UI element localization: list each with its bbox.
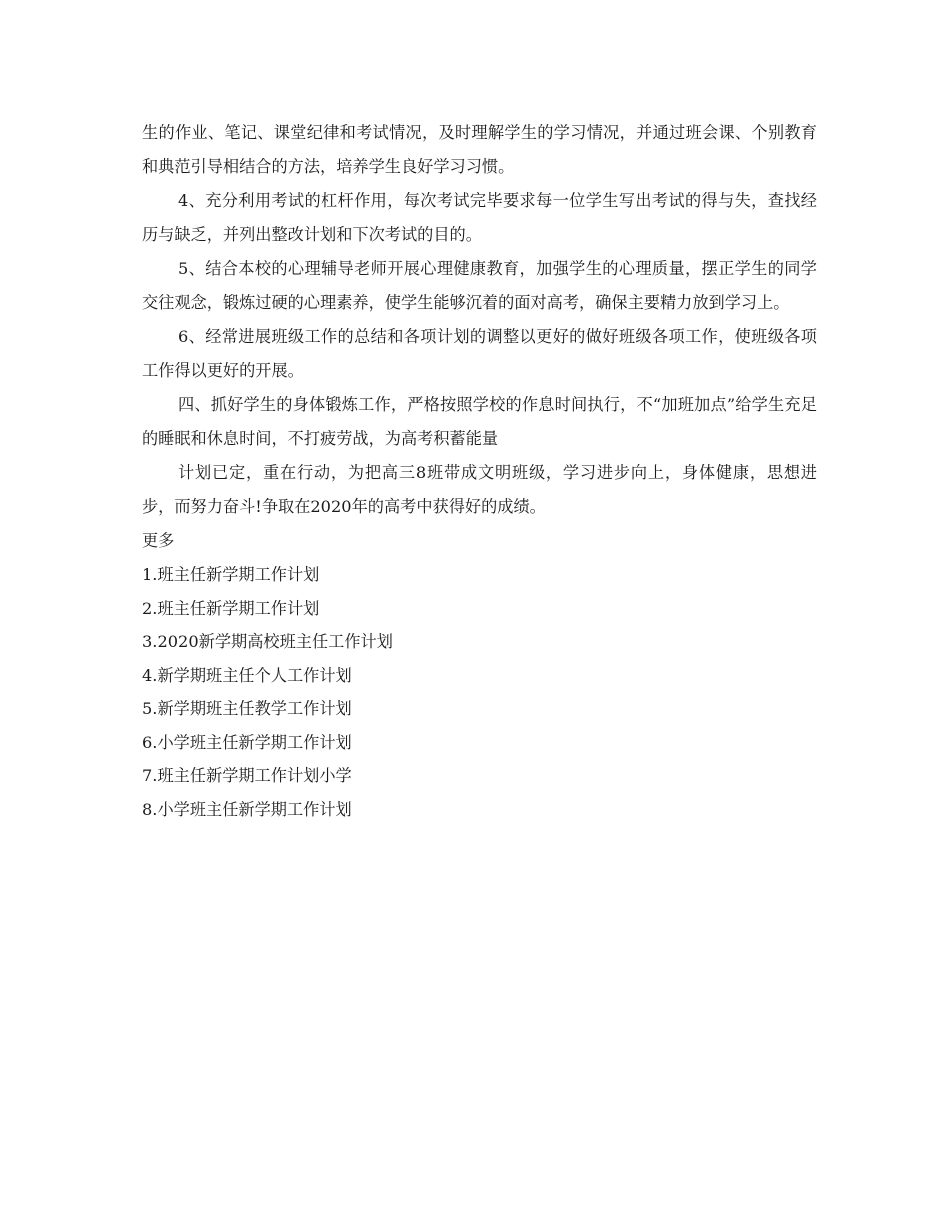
- document-page: [142, 116, 817, 826]
- list-item: [142, 726, 817, 760]
- related-link[interactable]: 1.班主任新学期工作计划: [142, 565, 320, 584]
- paragraph: 生的作业、笔记、课堂纪律和考试情况，及时理解学生的学习情况，并通过班会课、个别教育和典范引导相结合的方法，培养学生良好学习习惯。: [142, 123, 817, 176]
- related-link[interactable]: 2.班主任新学期工作计划: [142, 598, 320, 618]
- related-link[interactable]: 8.小学班主任新学期工作计划: [142, 799, 352, 819]
- paragraph: 4、充分利用考试的杠杆作用，每次考试完毕要求每一位学生写出考试的得与失，查找经历与缺乏，并列出整改计划和下次考试的目的。: [142, 191, 817, 244]
- document-body: [142, 116, 817, 524]
- list-item: [142, 625, 817, 659]
- related-link[interactable]: 5.新学期班主任教学工作计划: [142, 699, 352, 718]
- list-item: [142, 659, 817, 693]
- related-link[interactable]: 6.小学班主任新学期工作计划: [142, 732, 352, 752]
- list-item: [142, 592, 817, 626]
- paragraph: 5、结合本校的心理辅导老师开展心理健康教育，加强学生的心理质量，摆正学生的同学交往观念，锻炼过硬的心理素养，使学生能够沉着的面对高考，确保主要精力放到学习上。: [142, 259, 817, 312]
- related-link[interactable]: 7.班主任新学期工作计划小学: [142, 766, 352, 785]
- list-item: [142, 558, 817, 592]
- related-link[interactable]: 3.2020新学期高校班主任工作计划: [142, 632, 393, 651]
- paragraph: 6、经常进展班级工作的总结和各项计划的调整以更好的做好班级各项工作，使班级各项工作得以更好的开展。: [142, 327, 817, 380]
- more-section: [142, 524, 817, 826]
- related-link[interactable]: 4.新学期班主任个人工作计划: [142, 665, 352, 685]
- related-links-list: [142, 558, 817, 826]
- more-heading: 更多: [142, 531, 175, 550]
- list-item: [142, 793, 817, 827]
- list-item: [142, 759, 817, 793]
- list-item: [142, 692, 817, 726]
- paragraph: 计划已定，重在行动，为把高三8班带成文明班级，学习进步向上，身体健康，思想进步，而努力奋斗!争取在2020年的高考中获得好的成绩。: [142, 463, 817, 516]
- paragraph: 四、抓好学生的身体锻炼工作，严格按照学校的作息时间执行，不“加班加点”给学生充足的睡眠和休息时间，不打疲劳战，为高考积蓄能量: [142, 395, 817, 448]
